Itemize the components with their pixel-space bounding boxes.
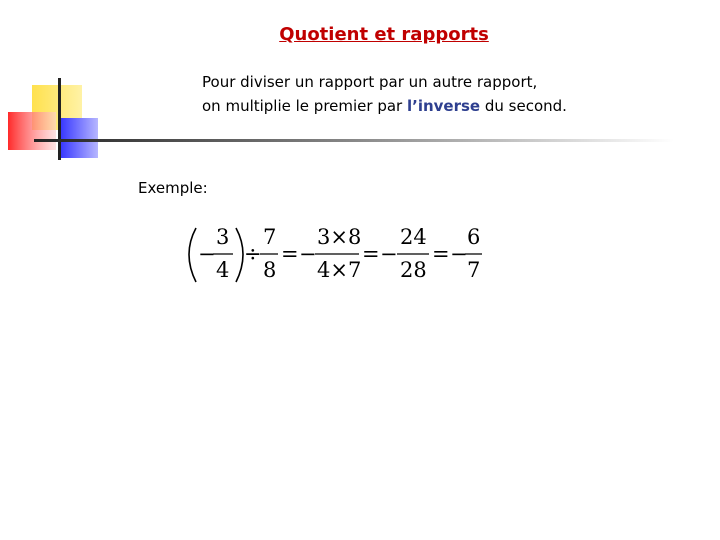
left-parenthesis bbox=[189, 228, 196, 282]
equals-sign-1: = bbox=[281, 242, 299, 266]
example-label: Exemple: bbox=[138, 179, 208, 197]
fraction-4-numerator: 24 bbox=[400, 225, 427, 249]
deco-vertical-line bbox=[58, 78, 61, 160]
fraction-1-numerator: 3 bbox=[216, 225, 230, 249]
minus-sign-2: − bbox=[299, 242, 317, 266]
fraction-2-denominator: 8 bbox=[263, 258, 277, 282]
fraction-4-denominator: 28 bbox=[400, 258, 427, 282]
fraction-2-numerator: 7 bbox=[263, 225, 277, 249]
equals-sign-3: = bbox=[432, 242, 450, 266]
fraction-5-numerator: 6 bbox=[467, 225, 481, 249]
fraction-3-denominator: 4×7 bbox=[317, 258, 362, 282]
deco-red-square bbox=[8, 112, 56, 150]
deco-horizontal-line bbox=[34, 139, 674, 142]
intro-text bbox=[202, 70, 682, 118]
minus-sign-3: − bbox=[380, 242, 398, 266]
fraction-3-numerator: 3×8 bbox=[317, 225, 362, 249]
slide-title: Quotient et rapports bbox=[279, 24, 489, 45]
fraction-1-denominator: 4 bbox=[216, 258, 230, 282]
deco-blue-square bbox=[58, 118, 98, 158]
example-formula bbox=[184, 224, 494, 288]
inverse-emphasis: l’inverse bbox=[406, 97, 481, 115]
equals-sign-2: = bbox=[362, 242, 380, 266]
intro-line-2-end: du second. bbox=[480, 97, 567, 115]
intro-line-2 bbox=[202, 94, 682, 118]
minus-sign-4: − bbox=[450, 242, 468, 266]
fraction-5-denominator: 7 bbox=[467, 258, 481, 282]
division-sign: ÷ bbox=[244, 242, 262, 266]
right-parenthesis bbox=[236, 228, 243, 282]
intro-line-2-start: on multiplie le premier par bbox=[202, 97, 407, 115]
minus-sign-1: − bbox=[198, 242, 216, 266]
intro-line-1: Pour diviser un rapport par un autre rapport, bbox=[202, 73, 538, 91]
